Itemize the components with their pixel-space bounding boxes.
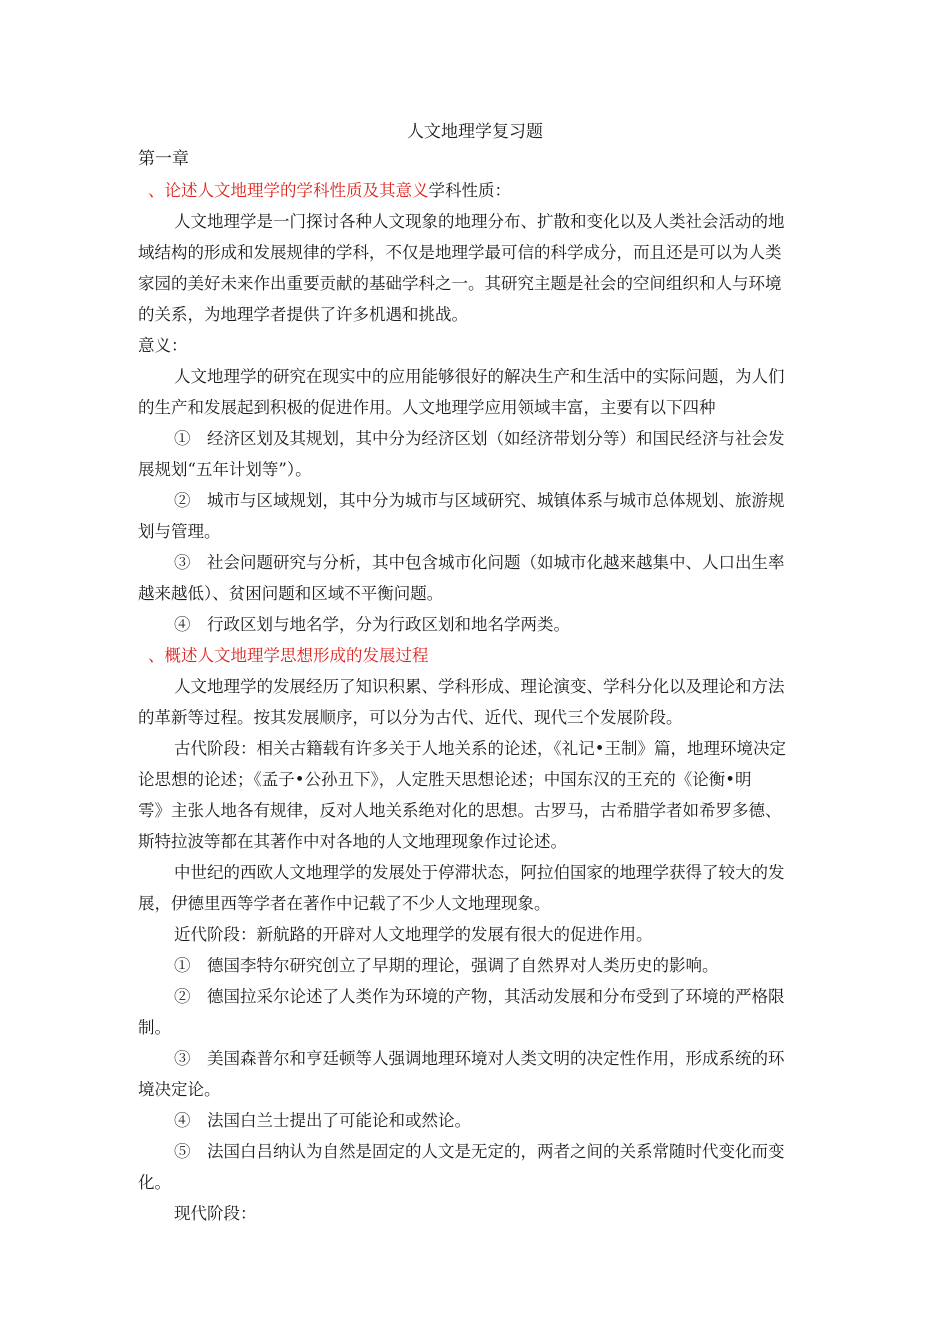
paragraph-line: 近代阶段：新航路的开辟对人文地理学的发展有很大的促进作用。 <box>174 925 653 944</box>
paragraph-line: 的革新等过程。按其发展顺序，可以分为古代、近代、现代三个发展阶段。 <box>138 708 683 727</box>
document-title: 人文地理学复习题 <box>407 122 543 142</box>
list-item-first-line: ④ 行政区划与地名学，分为行政区划和地名学两类。 <box>174 615 570 634</box>
paragraph-line: 雩》主张人地各有规律，反对人地关系绝对化的思想。古罗马，古希腊学者如希罗多德、 <box>138 801 782 820</box>
chapter-heading: 第一章 <box>138 149 189 169</box>
list-item-first-line: ② 城市与区域规划，其中分为城市与区域研究、城镇体系与城市总体规划、旅游规 <box>174 491 785 510</box>
list-item-continuation: 制。 <box>138 1018 171 1037</box>
list-item-first-line: ⑤ 法国白吕纳认为自然是固定的人文是无定的，两者之间的关系常随时代变化而变 <box>174 1142 785 1161</box>
question-1-heading-red: 、论述人文地理学的学科性质及其意义 <box>148 181 429 200</box>
paragraph-line: 域结构的形成和发展规律的学科，不仅是地理学最可信的科学成分，而且还是可以为人类 <box>138 243 782 262</box>
list-item-first-line: ① 经济区划及其规划，其中分为经济区划（如经济带划分等）和国民经济与社会发 <box>174 429 785 448</box>
paragraph-line: 古代阶段：相关古籍载有许多关于人地关系的论述，《礼记•王制》篇，地理环境决定 <box>174 739 786 758</box>
paragraph-line: 展，伊德里西等学者在著作中记载了不少人文地理现象。 <box>138 894 551 913</box>
paragraph-line: 论思想的论述；《孟子•公孙丑下》，人定胜天思想论述；中国东汉的王充的《论衡•明 <box>138 770 752 789</box>
paragraph-line: 的生产和发展起到积极的促进作用。人文地理学应用领域丰富，主要有以下四种 <box>138 398 716 417</box>
list-item-continuation: 化。 <box>138 1173 171 1192</box>
meaning-label: 意义： <box>138 336 188 355</box>
list-item-first-line: ④ 法国白兰士提出了可能论和或然论。 <box>174 1111 471 1130</box>
paragraph-line: 斯特拉波等都在其著作中对各地的人文地理现象作过论述。 <box>138 832 567 851</box>
list-item-first-line: ① 德国李特尔研究创立了早期的理论，强调了自然界对人类历史的影响。 <box>174 956 719 975</box>
list-item-continuation: 境决定论。 <box>138 1080 221 1099</box>
paragraph-line: 人文地理学的发展经历了知识积累、学科形成、理论演变、学科分化以及理论和方法 <box>174 677 785 696</box>
list-item-continuation: 展规划“五年计划等”）。 <box>138 460 312 479</box>
list-item-continuation: 越来越低）、贫困问题和区域不平衡问题。 <box>138 584 444 603</box>
contemporary-label: 现代阶段： <box>174 1204 257 1223</box>
list-item-continuation: 划与管理。 <box>138 522 221 541</box>
question-2-heading: 、概述人文地理学思想形成的发展过程 <box>148 646 429 665</box>
paragraph-line: 家园的美好未来作出重要贡献的基础学科之一。其研究主题是社会的空间组织和人与环境 <box>138 274 782 293</box>
list-item-first-line: ② 德国拉采尔论述了人类作为环境的产物，其活动发展和分布受到了环境的严格限 <box>174 987 785 1006</box>
list-item-first-line: ③ 美国森普尔和亨廷顿等人强调地理环境对人类文明的决定性作用，形成系统的环 <box>174 1049 785 1068</box>
paragraph-line: 人文地理学的研究在现实中的应用能够很好的解决生产和生活中的实际问题，为人们 <box>174 367 785 386</box>
paragraph-line: 人文地理学是一门探讨各种人文现象的地理分布、扩散和变化以及人类社会活动的地 <box>174 212 785 231</box>
paragraph-line: 中世纪的西欧人文地理学的发展处于停滞状态，阿拉伯国家的地理学获得了较大的发 <box>174 863 785 882</box>
paragraph-line: 的关系，为地理学者提供了许多机遇和挑战。 <box>138 305 468 324</box>
list-item-first-line: ③ 社会问题研究与分析，其中包含城市化问题（如城市化越来越集中、人口出生率 <box>174 553 785 572</box>
question-1-heading-black: 学科性质： <box>428 181 511 200</box>
question-1-heading <box>148 181 828 201</box>
